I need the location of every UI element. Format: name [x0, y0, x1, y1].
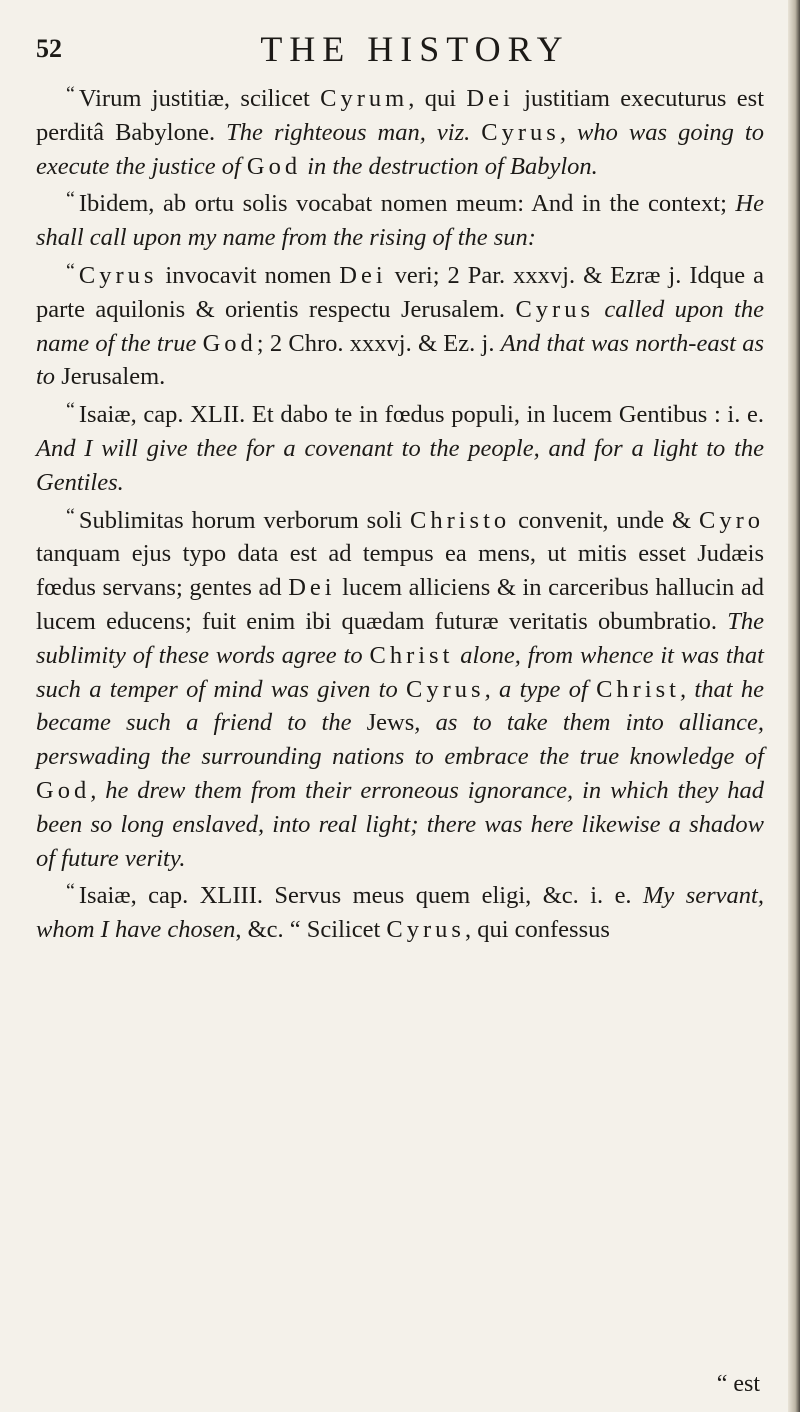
catchword: “ est: [716, 1371, 760, 1397]
page-header: [36, 28, 764, 72]
paragraph-5: “ Sublimitas horum verborum soli Christo convenit, unde & Cyro tanquam ejus typo data est ad tempus ea mens, ut mitis esset Judæis fœdus servans; gentes ad Dei lucem alliciens & in carceribus hallucin ad lucem educens; fuit enim ibi quædam futuræ veritatis obumbratio. The sublimity of these words agree to Christ alone, from whence it was that such a temper of mind was given to Cyrus, a type of Christ, that he became such a friend to the Jews, as to take them into alliance, perswading the surrounding nations to embrace the true knowledge of God, he drew them from their erroneous ignorance, in which they had been so long enslaved, into real light; there was here likewise a shadow of future verity.: [36, 504, 764, 872]
paragraph-3: “ Cyrus invocavit nomen Dei veri; 2 Par. xxxvj. & Ezræ j. Idque a parte aquilonis & orientis respectu Jerusalem. Cyrus called upon the name of the true God; 2 Chro. xxxvj. & Ez. j. And that was north-east as to Jerusalem.: [36, 259, 764, 391]
paragraph-4: “ Isaiæ, cap. XLII. Et dabo te in fœdus populi, in lucem Gentibus : i. e. And I will give thee for a covenant to the people, and for a light to the Gentiles.: [36, 399, 764, 496]
paragraph-1: “ Virum justitiæ, scilicet Cyrum, qui Dei justitiam executurus est perditâ Babylone. The righteous man, viz. Cyrus, who was going to execute the justice of God in the destruction of Babylon.: [36, 83, 764, 180]
page-number: 52: [36, 34, 62, 63]
paragraph-6: “ Isaiæ, cap. XLIII. Servus meus quem eligi, &c. i. e. My servant, whom I have chosen, &c. “ Scilicet Cyrus, qui confessus: [36, 880, 764, 944]
running-title: THE HISTORY: [260, 29, 570, 69]
paragraph-2: “ Ibidem, ab ortu solis vocabat nomen meum: And in the context; He shall call upon my name from the rising of the sun:: [36, 188, 764, 252]
page-edge-shadow: [788, 0, 800, 1412]
